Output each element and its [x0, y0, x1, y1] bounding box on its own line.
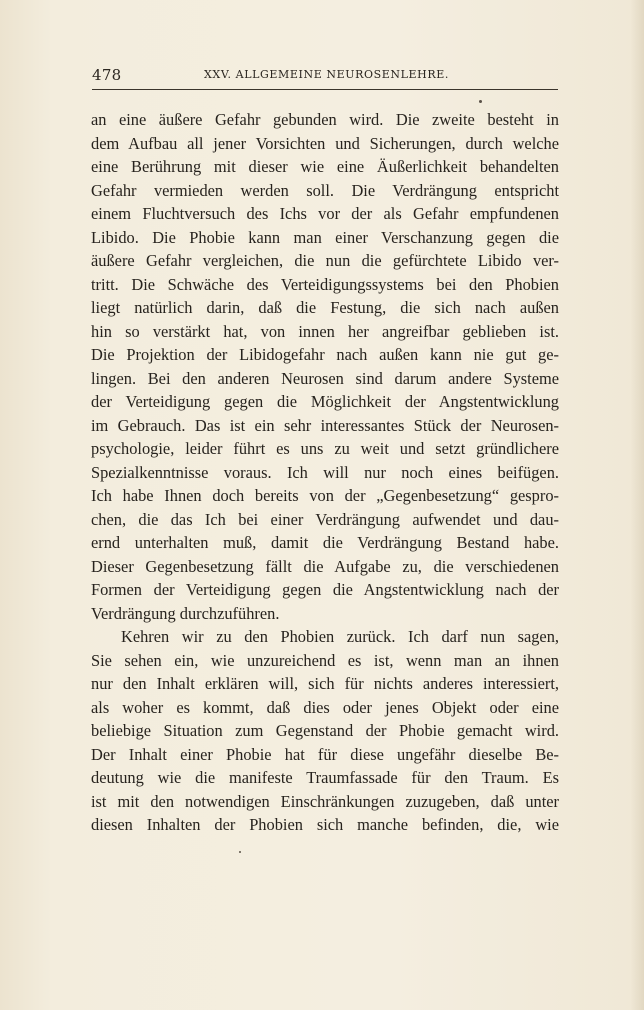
text-line: lingen. Bei den anderen Neurosen sind darum andere Systeme [91, 368, 559, 388]
text-line: Sie sehen ein, wie unzureichend es ist, wenn man an ihnen [91, 650, 559, 670]
text-line: Der Inhalt einer Phobie hat für diese ungefähr dieselbe Be- [91, 744, 559, 764]
text-line: deutung wie die manifeste Traumfassade für den Traum. Es [91, 768, 559, 787]
text-line: Spezialkenntnisse voraus. Ich will nur noch eines beifügen. [91, 462, 559, 482]
print-speck [479, 100, 482, 103]
text-line: Dieser Gegenbesetzung fällt die Aufgabe zu, die verschiedenen [91, 556, 559, 576]
chapter-running-title: XXV. ALLGEMEINE NEUROSENLEHRE. [204, 68, 449, 81]
text-line: im Gebrauch. Das ist ein sehr interessantes Stück der Neurosen- [91, 415, 559, 435]
running-header [92, 66, 558, 88]
paragraph-end-line: Verdrängung durchzuführen. [91, 603, 280, 623]
header-rule [92, 89, 558, 90]
page-edge-shadow [630, 0, 644, 1010]
paragraph-start-line: Kehren wir zu den Phobien zurück. Ich darf nun sagen, [121, 627, 559, 646]
text-line: Ich habe Ihnen doch bereits von der „Gegenbesetzung“ gespro- [91, 486, 559, 505]
text-line: chen, die das Ich bei einer Verdrängung aufwendet und dau- [91, 509, 559, 529]
text-line: der Verteidigung gegen die Möglichkeit der Angstentwicklung [91, 392, 559, 411]
text-line: diesen Inhalten der Phobien sich manche befinden, die, wie [91, 815, 559, 834]
text-line: nur den Inhalt erklären will, sich für nichts anderes interessiert, [91, 674, 559, 693]
page-number: 478 [92, 66, 122, 84]
text-line: ist mit den notwendigen Einschränkungen zuzugeben, daß unter [91, 791, 559, 811]
text-line: Gefahr vermieden werden soll. Die Verdrängung entspricht [91, 180, 559, 200]
text-line: äußere Gefahr vergleichen, die nun die gefürchtete Libido ver- [91, 251, 559, 270]
text-line: Die Projektion der Libidogefahr nach außen kann nie gut ge- [91, 345, 559, 364]
text-line: Formen der Verteidigung gegen die Angstentwicklung nach der [91, 580, 559, 599]
text-line: einem Fluchtversuch des Ichs vor der als Gefahr empfundenen [91, 204, 559, 223]
text-line: an eine äußere Gefahr gebunden wird. Die zweite besteht in [91, 110, 559, 129]
text-line: liegt natürlich darin, daß die Festung, die sich nach außen [91, 298, 559, 317]
text-line: Libido. Die Phobie kann man einer Verschanzung gegen die [91, 227, 559, 247]
text-line: beliebige Situation zum Gegenstand der Phobie gemacht wird. [91, 721, 559, 740]
text-line: psychologie, leider führt es uns zu weit und setzt gründlichere [91, 439, 559, 458]
text-line: eine Berührung mit dieser wie eine Äußerlichkeit behandelten [91, 157, 559, 176]
text-line: tritt. Die Schwäche des Verteidigungssystems bei den Phobien [91, 274, 559, 294]
body-text [91, 108, 559, 837]
text-line: als woher es kommt, daß dies oder jenes Objekt oder eine [91, 697, 559, 717]
text-line: dem Aufbau all jener Vorsichten und Sicherungen, durch welche [91, 133, 559, 153]
text-line: ernd unterhalten muß, damit die Verdrängung Bestand habe. [91, 533, 559, 552]
text-line: hin so verstärkt hat, von innen her angreifbar geblieben ist. [91, 321, 559, 341]
print-speck [239, 851, 241, 853]
